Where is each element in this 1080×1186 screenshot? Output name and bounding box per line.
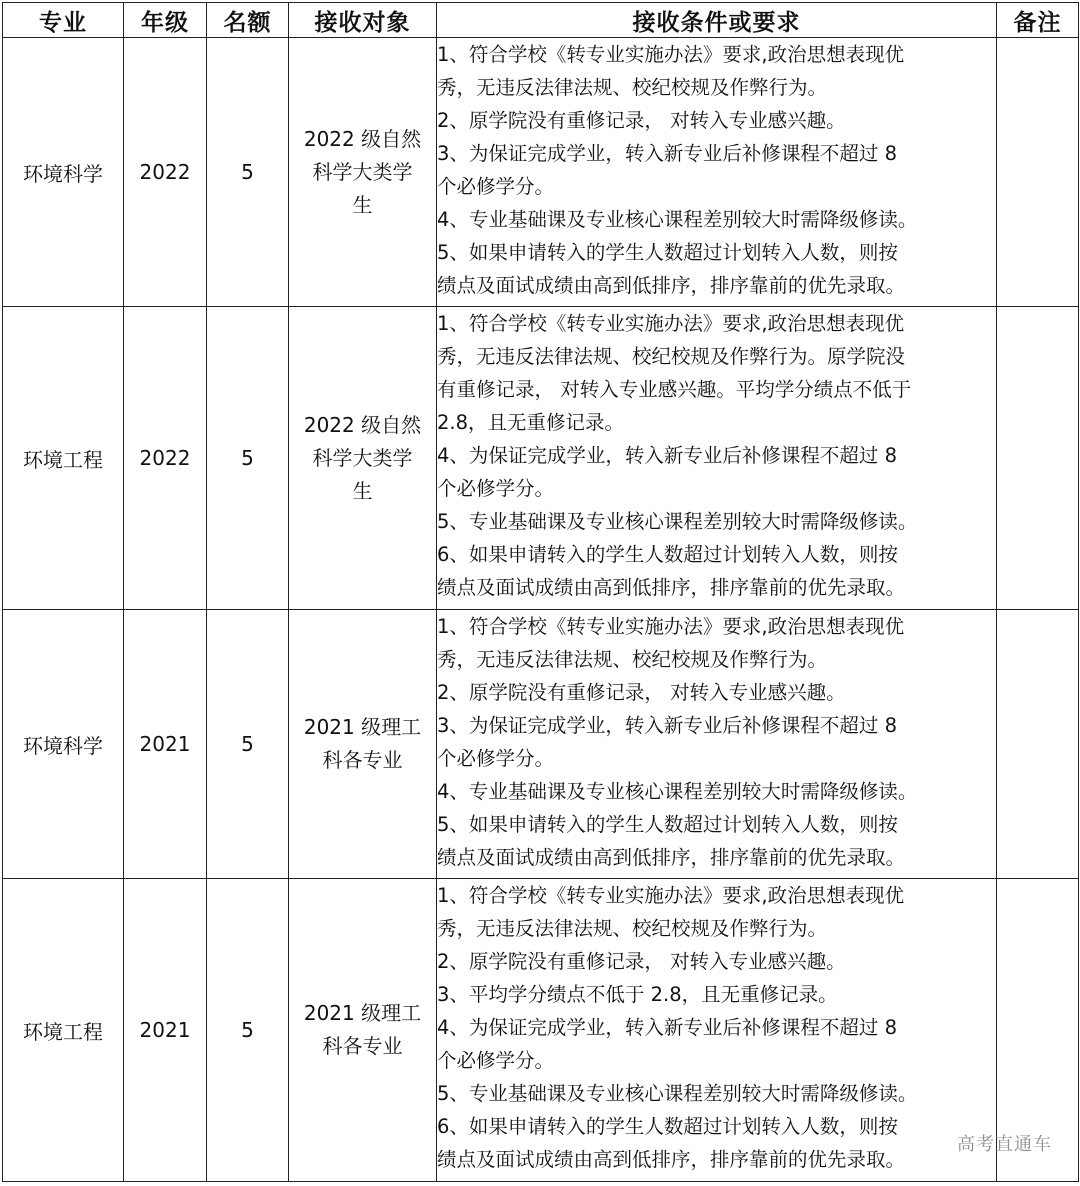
grade-cell: 2021 <box>124 879 207 1182</box>
grade-cell: 2022 <box>124 38 207 307</box>
quota-cell: 5 <box>207 610 289 879</box>
note-cell <box>997 610 1079 879</box>
requirements-cell <box>437 38 997 307</box>
requirement-line: 4、为保证完成学业，转入新专业后补修课程不超过 8 <box>437 444 898 467</box>
requirements-cell <box>437 610 997 879</box>
table-row <box>3 307 1079 610</box>
transfer-quota-table <box>2 2 1079 1182</box>
requirement-line: 3、为保证完成学业，转入新专业后补修课程不超过 8 <box>437 714 898 737</box>
target-line: 2022 级自然 <box>303 126 422 151</box>
grade-cell: 2022 <box>124 307 207 610</box>
quota-cell: 5 <box>207 307 289 610</box>
header-notes: 备注 <box>997 3 1079 38</box>
major-cell: 环境科学 <box>3 38 124 307</box>
requirement-line: 1、符合学校《转专业实施办法》要求,政治思想表现优 <box>437 43 905 66</box>
requirement-line: 秀，无违反法律法规、校纪校规及作弊行为。 <box>437 917 828 940</box>
requirement-line: 秀，无违反法律法规、校纪校规及作弊行为。 <box>437 76 828 99</box>
requirement-line: 5、专业基础课及专业核心课程差别较大时需降级修读。 <box>437 510 918 533</box>
target-line: 2022 级自然 <box>303 412 422 437</box>
requirement-line: 绩点及面试成绩由高到低排序，排序靠前的优先录取。 <box>437 846 906 869</box>
target-line: 科学大类学 <box>312 445 413 470</box>
target-line: 科各专业 <box>322 748 403 772</box>
target-line: 生 <box>352 192 373 217</box>
header-target: 接收对象 <box>289 3 437 38</box>
requirement-line: 6、如果申请转入的学生人数超过计划转入人数，则按 <box>437 1115 898 1138</box>
grade-cell: 2021 <box>124 610 207 879</box>
table-row <box>3 610 1079 879</box>
requirement-line: 2.8，且无重修记录。 <box>437 411 625 434</box>
target-cell <box>289 38 437 307</box>
header-grade: 年级 <box>124 3 207 38</box>
table-row <box>3 879 1079 1182</box>
header-major: 专业 <box>3 3 124 38</box>
requirement-line: 4、专业基础课及专业核心课程差别较大时需降级修读。 <box>437 208 918 231</box>
target-cell <box>289 307 437 610</box>
requirement-line: 5、专业基础课及专业核心课程差别较大时需降级修读。 <box>437 1082 918 1105</box>
target-line: 生 <box>352 478 373 503</box>
table-row <box>3 38 1079 307</box>
quota-cell: 5 <box>207 879 289 1182</box>
watermark-text: 高考直通车 <box>957 1134 1052 1155</box>
major-cell: 环境工程 <box>3 879 124 1182</box>
requirement-line: 3、为保证完成学业，转入新专业后补修课程不超过 8 <box>437 142 898 165</box>
target-line: 科学大类学 <box>312 159 413 184</box>
target-cell <box>289 879 437 1182</box>
requirement-line: 秀，无违反法律法规、校纪校规及作弊行为。 <box>437 648 828 671</box>
requirement-line: 2、原学院没有重修记录， 对转入专业感兴趣。 <box>437 109 846 132</box>
requirement-line: 4、为保证完成学业，转入新专业后补修课程不超过 8 <box>437 1016 898 1039</box>
note-cell <box>997 307 1079 610</box>
requirement-line: 个必修学分。 <box>437 1049 555 1072</box>
requirement-line: 2、原学院没有重修记录， 对转入专业感兴趣。 <box>437 681 846 704</box>
target-line: 2021 级理工 <box>303 715 422 739</box>
major-cell: 环境科学 <box>3 610 124 879</box>
quota-cell: 5 <box>207 38 289 307</box>
requirements-cell <box>437 879 997 1182</box>
requirement-line: 绩点及面试成绩由高到低排序，排序靠前的优先录取。 <box>437 576 906 599</box>
target-line: 科各专业 <box>322 1034 403 1058</box>
major-cell: 环境工程 <box>3 307 124 610</box>
target-cell <box>289 610 437 879</box>
requirement-line: 4、专业基础课及专业核心课程差别较大时需降级修读。 <box>437 780 918 803</box>
requirement-line: 秀，无违反法律法规、校纪校规及作弊行为。原学院没 <box>437 345 906 368</box>
requirement-line: 1、符合学校《转专业实施办法》要求,政治思想表现优 <box>437 312 905 335</box>
requirement-line: 5、如果申请转入的学生人数超过计划转入人数，则按 <box>437 813 898 836</box>
requirement-line: 3、平均学分绩点不低于 2.8，且无重修记录。 <box>437 983 838 1006</box>
requirement-line: 1、符合学校《转专业实施办法》要求,政治思想表现优 <box>437 884 905 907</box>
requirements-cell <box>437 307 997 610</box>
requirement-line: 个必修学分。 <box>437 477 555 500</box>
requirement-line: 个必修学分。 <box>437 175 555 198</box>
requirement-line: 绩点及面试成绩由高到低排序，排序靠前的优先录取。 <box>437 274 906 297</box>
note-cell <box>997 38 1079 307</box>
requirement-line: 绩点及面试成绩由高到低排序，排序靠前的优先录取。 <box>437 1148 906 1171</box>
requirement-line: 有重修记录， 对转入专业感兴趣。平均学分绩点不低于 <box>437 378 912 401</box>
table-header-row <box>3 3 1079 38</box>
header-requirements: 接收条件或要求 <box>437 3 997 38</box>
requirement-line: 6、如果申请转入的学生人数超过计划转入人数，则按 <box>437 543 898 566</box>
requirement-line: 5、如果申请转入的学生人数超过计划转入人数，则按 <box>437 241 898 264</box>
requirement-line: 个必修学分。 <box>437 747 555 770</box>
target-line: 2021 级理工 <box>303 1001 422 1025</box>
requirement-line: 2、原学院没有重修记录， 对转入专业感兴趣。 <box>437 950 846 973</box>
header-quota: 名额 <box>207 3 289 38</box>
requirement-line: 1、符合学校《转专业实施办法》要求,政治思想表现优 <box>437 615 905 638</box>
